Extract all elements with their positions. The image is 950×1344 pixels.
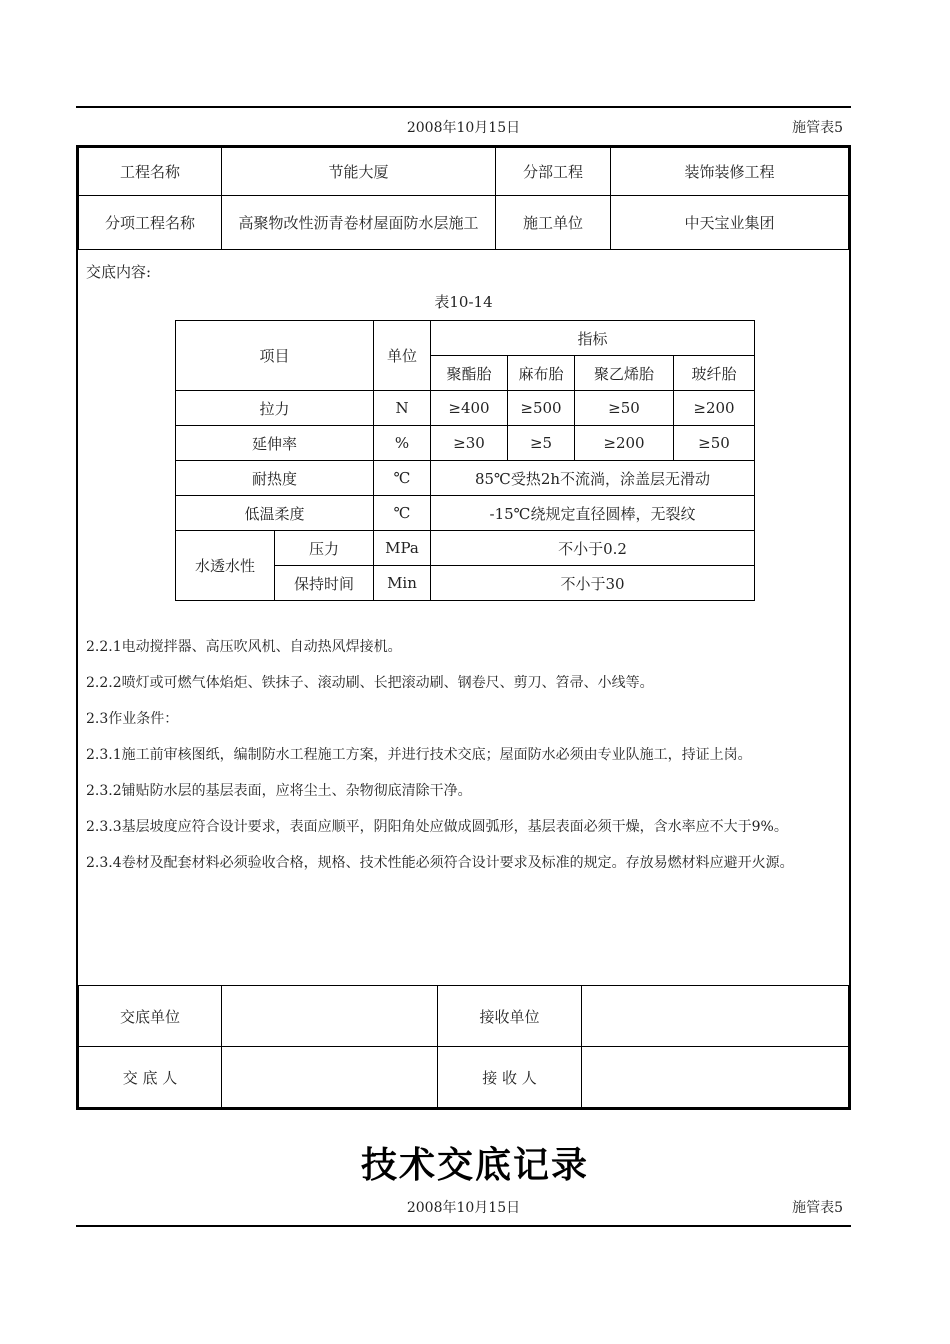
paragraph: 2.3.2铺贴防水层的基层表面，应将尘土、杂物彻底清除干净。 xyxy=(86,783,472,799)
col-header-polyethylene: 聚乙烯胎 xyxy=(575,356,674,391)
col-header-polyester: 聚酯胎 xyxy=(431,356,508,391)
cell-value: ≥200 xyxy=(575,426,674,461)
header-form-number: 施管表5 xyxy=(792,120,843,136)
content-paragraphs xyxy=(86,629,846,881)
col-header-jute: 麻布胎 xyxy=(508,356,575,391)
row-item: 低温柔度 xyxy=(176,496,374,531)
row-item: 拉力 xyxy=(176,391,374,426)
footer-header xyxy=(76,1197,851,1217)
col-header-unit: 单位 xyxy=(374,321,431,391)
row-item: 耐热度 xyxy=(176,461,374,496)
footer-date: 2008年10月15日 xyxy=(406,1200,521,1216)
cell-value: ≥50 xyxy=(674,426,755,461)
table-row xyxy=(176,426,755,461)
contractor-label: 施工单位 xyxy=(496,196,611,250)
row-subitem: 压力 xyxy=(275,531,374,566)
row-unit: ℃ xyxy=(374,496,431,531)
receive-person-label: 接 收 人 xyxy=(438,1047,582,1108)
bottom-rule xyxy=(76,1225,851,1227)
cell-value: ≥200 xyxy=(674,391,755,426)
row-item: 水透水性 xyxy=(176,531,275,601)
row-unit: Min xyxy=(374,566,431,601)
table-row xyxy=(176,391,755,426)
paragraph: 2.3.1施工前审核图纸，编制防水工程施工方案，并进行技术交底；屋面防水必须由专业队施工，持证上岗。 xyxy=(86,747,752,763)
table-row xyxy=(176,496,755,531)
cell-value: ≥5 xyxy=(508,426,575,461)
col-header-fiberglass: 玻纤胎 xyxy=(674,356,755,391)
content-label: 交底内容: xyxy=(86,263,152,281)
deliver-person-label: 交 底 人 xyxy=(79,1047,222,1108)
row-unit: N xyxy=(374,391,431,426)
division-label: 分部工程 xyxy=(496,148,611,196)
col-header-index: 指标 xyxy=(431,321,755,356)
page-header xyxy=(76,117,851,137)
receive-unit-label: 接收单位 xyxy=(438,986,582,1047)
cell-value: ≥400 xyxy=(431,391,508,426)
spec-table xyxy=(175,320,755,601)
project-name-label: 工程名称 xyxy=(79,148,222,196)
top-rule xyxy=(76,106,851,108)
row-unit: MPa xyxy=(374,531,431,566)
paragraph: 2.2.2喷灯或可燃气体焰炬、铁抹子、滚动刷、长把滚动刷、钢卷尺、剪刀、笤帚、小线等。 xyxy=(86,675,654,691)
deliver-unit-field[interactable] xyxy=(222,986,438,1047)
contractor-value: 中天宝业集团 xyxy=(611,196,849,250)
signature-table xyxy=(78,985,849,1108)
footer-form-number: 施管表5 xyxy=(792,1200,843,1216)
cell-value: ≥30 xyxy=(431,426,508,461)
paragraph: 2.3作业条件： xyxy=(86,711,179,727)
cell-value: -15℃绕规定直径圆棒，无裂纹 xyxy=(431,496,755,531)
cell-value: ≥500 xyxy=(508,391,575,426)
paragraph: 2.3.3基层坡度应符合设计要求，表面应顺平，阴阳角处应做成圆弧形，基层表面必须干燥，含水率应不大于9%。 xyxy=(86,819,788,835)
cell-value: 不小于30 xyxy=(431,566,755,601)
cell-value: 85℃受热2h不流淌，涂盖层无滑动 xyxy=(431,461,755,496)
row-item: 延伸率 xyxy=(176,426,374,461)
receive-person-field[interactable] xyxy=(582,1047,849,1108)
record-form xyxy=(76,145,851,1110)
deliver-person-field[interactable] xyxy=(222,1047,438,1108)
page-title: 技术交底记录 xyxy=(360,1145,589,1186)
project-name-value: 节能大厦 xyxy=(222,148,496,196)
cell-value: ≥50 xyxy=(575,391,674,426)
table-caption: 表10-14 xyxy=(434,293,493,311)
item-value: 高聚物改性沥青卷材屋面防水层施工 xyxy=(222,196,496,250)
project-info-table xyxy=(78,147,849,250)
cell-value: 不小于0.2 xyxy=(431,531,755,566)
receive-unit-field[interactable] xyxy=(582,986,849,1047)
division-value: 装饰装修工程 xyxy=(611,148,849,196)
table-row xyxy=(176,531,755,566)
header-date: 2008年10月15日 xyxy=(406,120,521,136)
item-label: 分项工程名称 xyxy=(79,196,222,250)
row-unit: % xyxy=(374,426,431,461)
deliver-unit-label: 交底单位 xyxy=(79,986,222,1047)
table-row xyxy=(176,461,755,496)
paragraph: 2.3.4卷材及配套材料必须验收合格，规格、技术性能必须符合设计要求及标准的规定。存放易燃材料应避开火源。 xyxy=(86,855,794,871)
row-subitem: 保持时间 xyxy=(275,566,374,601)
row-unit: ℃ xyxy=(374,461,431,496)
paragraph: 2.2.1电动搅拌器、高压吹风机、自动热风焊接机。 xyxy=(86,639,402,655)
col-header-item: 项目 xyxy=(176,321,374,391)
